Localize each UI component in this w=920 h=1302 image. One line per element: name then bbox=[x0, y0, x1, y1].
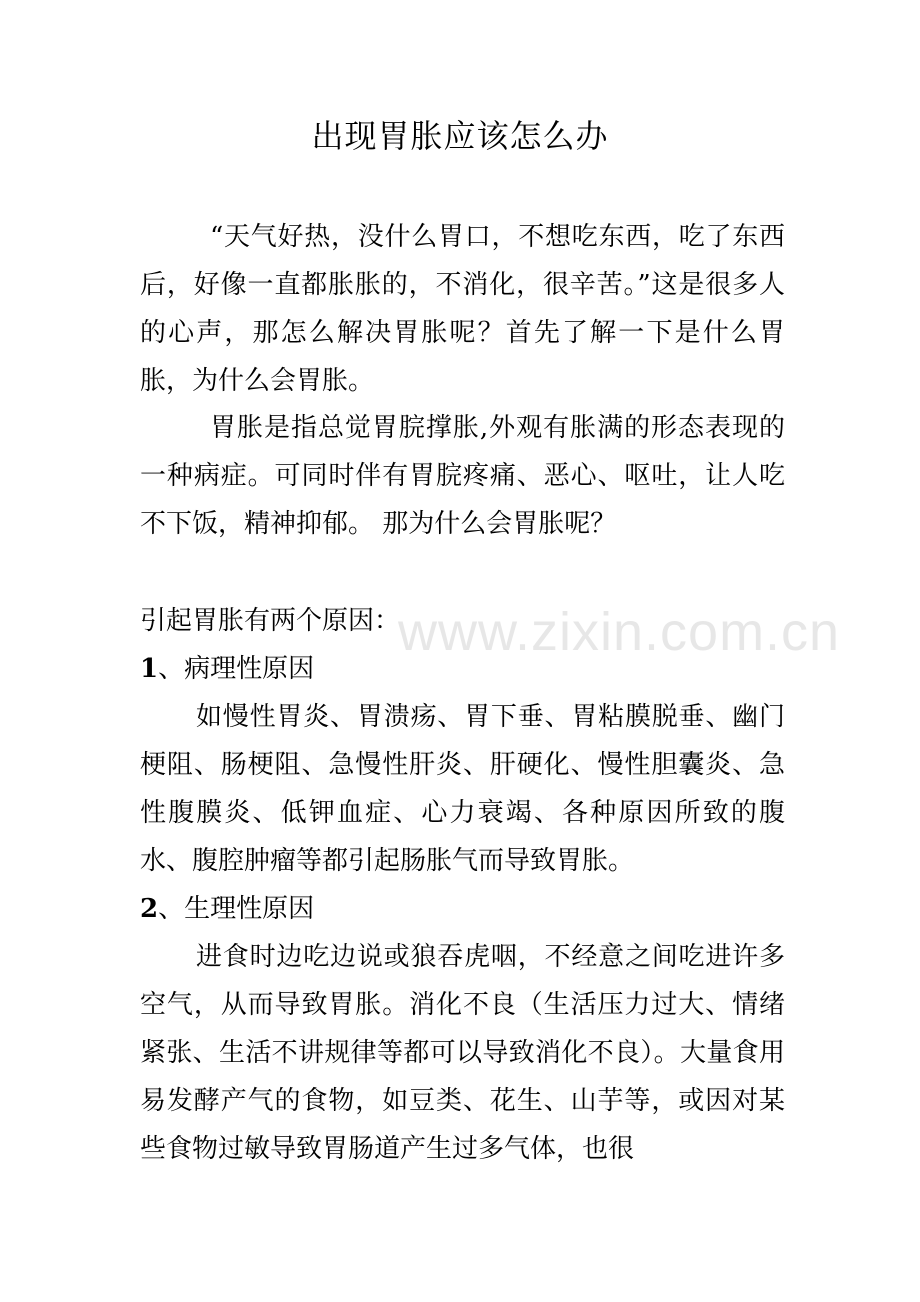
definition-paragraph: 胃胀是指总觉胃脘撑胀,外观有胀满的形态表现的一种病症。可同时伴有胃脘疼痛、恶心、呕吐，让人吃不下饭，精神抑郁。 那为什么会胃胀呢？ bbox=[140, 413, 785, 539]
section1-heading bbox=[140, 645, 785, 693]
section1-heading-text: 、病理性原因 bbox=[158, 654, 315, 684]
watermark: www.zixin.com.cn bbox=[398, 602, 841, 662]
section2-body: 进食时边吃边说或狼吞虎咽，不经意之间吃进许多空气，从而导致胃胀。消化不良（生活压力过大、情绪紧张、生活不讲规律等都可以导致消化不良）。大量食用易发酵产气的食物，如豆类、花生、山芋等，或因对某些食物过敏导致胃肠道产生过多气体，也很 bbox=[140, 942, 785, 1164]
section1-body: 如慢性胃炎、胃溃疡、胃下垂、胃粘膜脱垂、幽门梗阻、肠梗阻、急慢性肝炎、肝硬化、慢性胆囊炎、急性腹膜炎、低钾血症、心力衰竭、各种原因所致的腹水、腹腔肿瘤等都引起肠胀气而导致胃胀。 bbox=[140, 702, 785, 876]
causes-intro: 引起胃胀有两个原因： bbox=[140, 606, 401, 636]
intro-paragraph: “天气好热，没什么胃口，不想吃东西，吃了东西后，好像一直都胀胀的，不消化，很辛苦。”这是很多人的心声，那怎么解决胃胀呢？首先了解一下是什么胃胀，为什么会胃胀。 bbox=[140, 222, 785, 396]
section2-number: 2 bbox=[140, 894, 159, 924]
section1-number: 1 bbox=[140, 654, 159, 684]
section2-heading-text: 、生理性原因 bbox=[158, 894, 315, 924]
page-title: 出现胃胀应该怎么办 bbox=[311, 117, 609, 155]
section2-heading bbox=[140, 885, 785, 933]
